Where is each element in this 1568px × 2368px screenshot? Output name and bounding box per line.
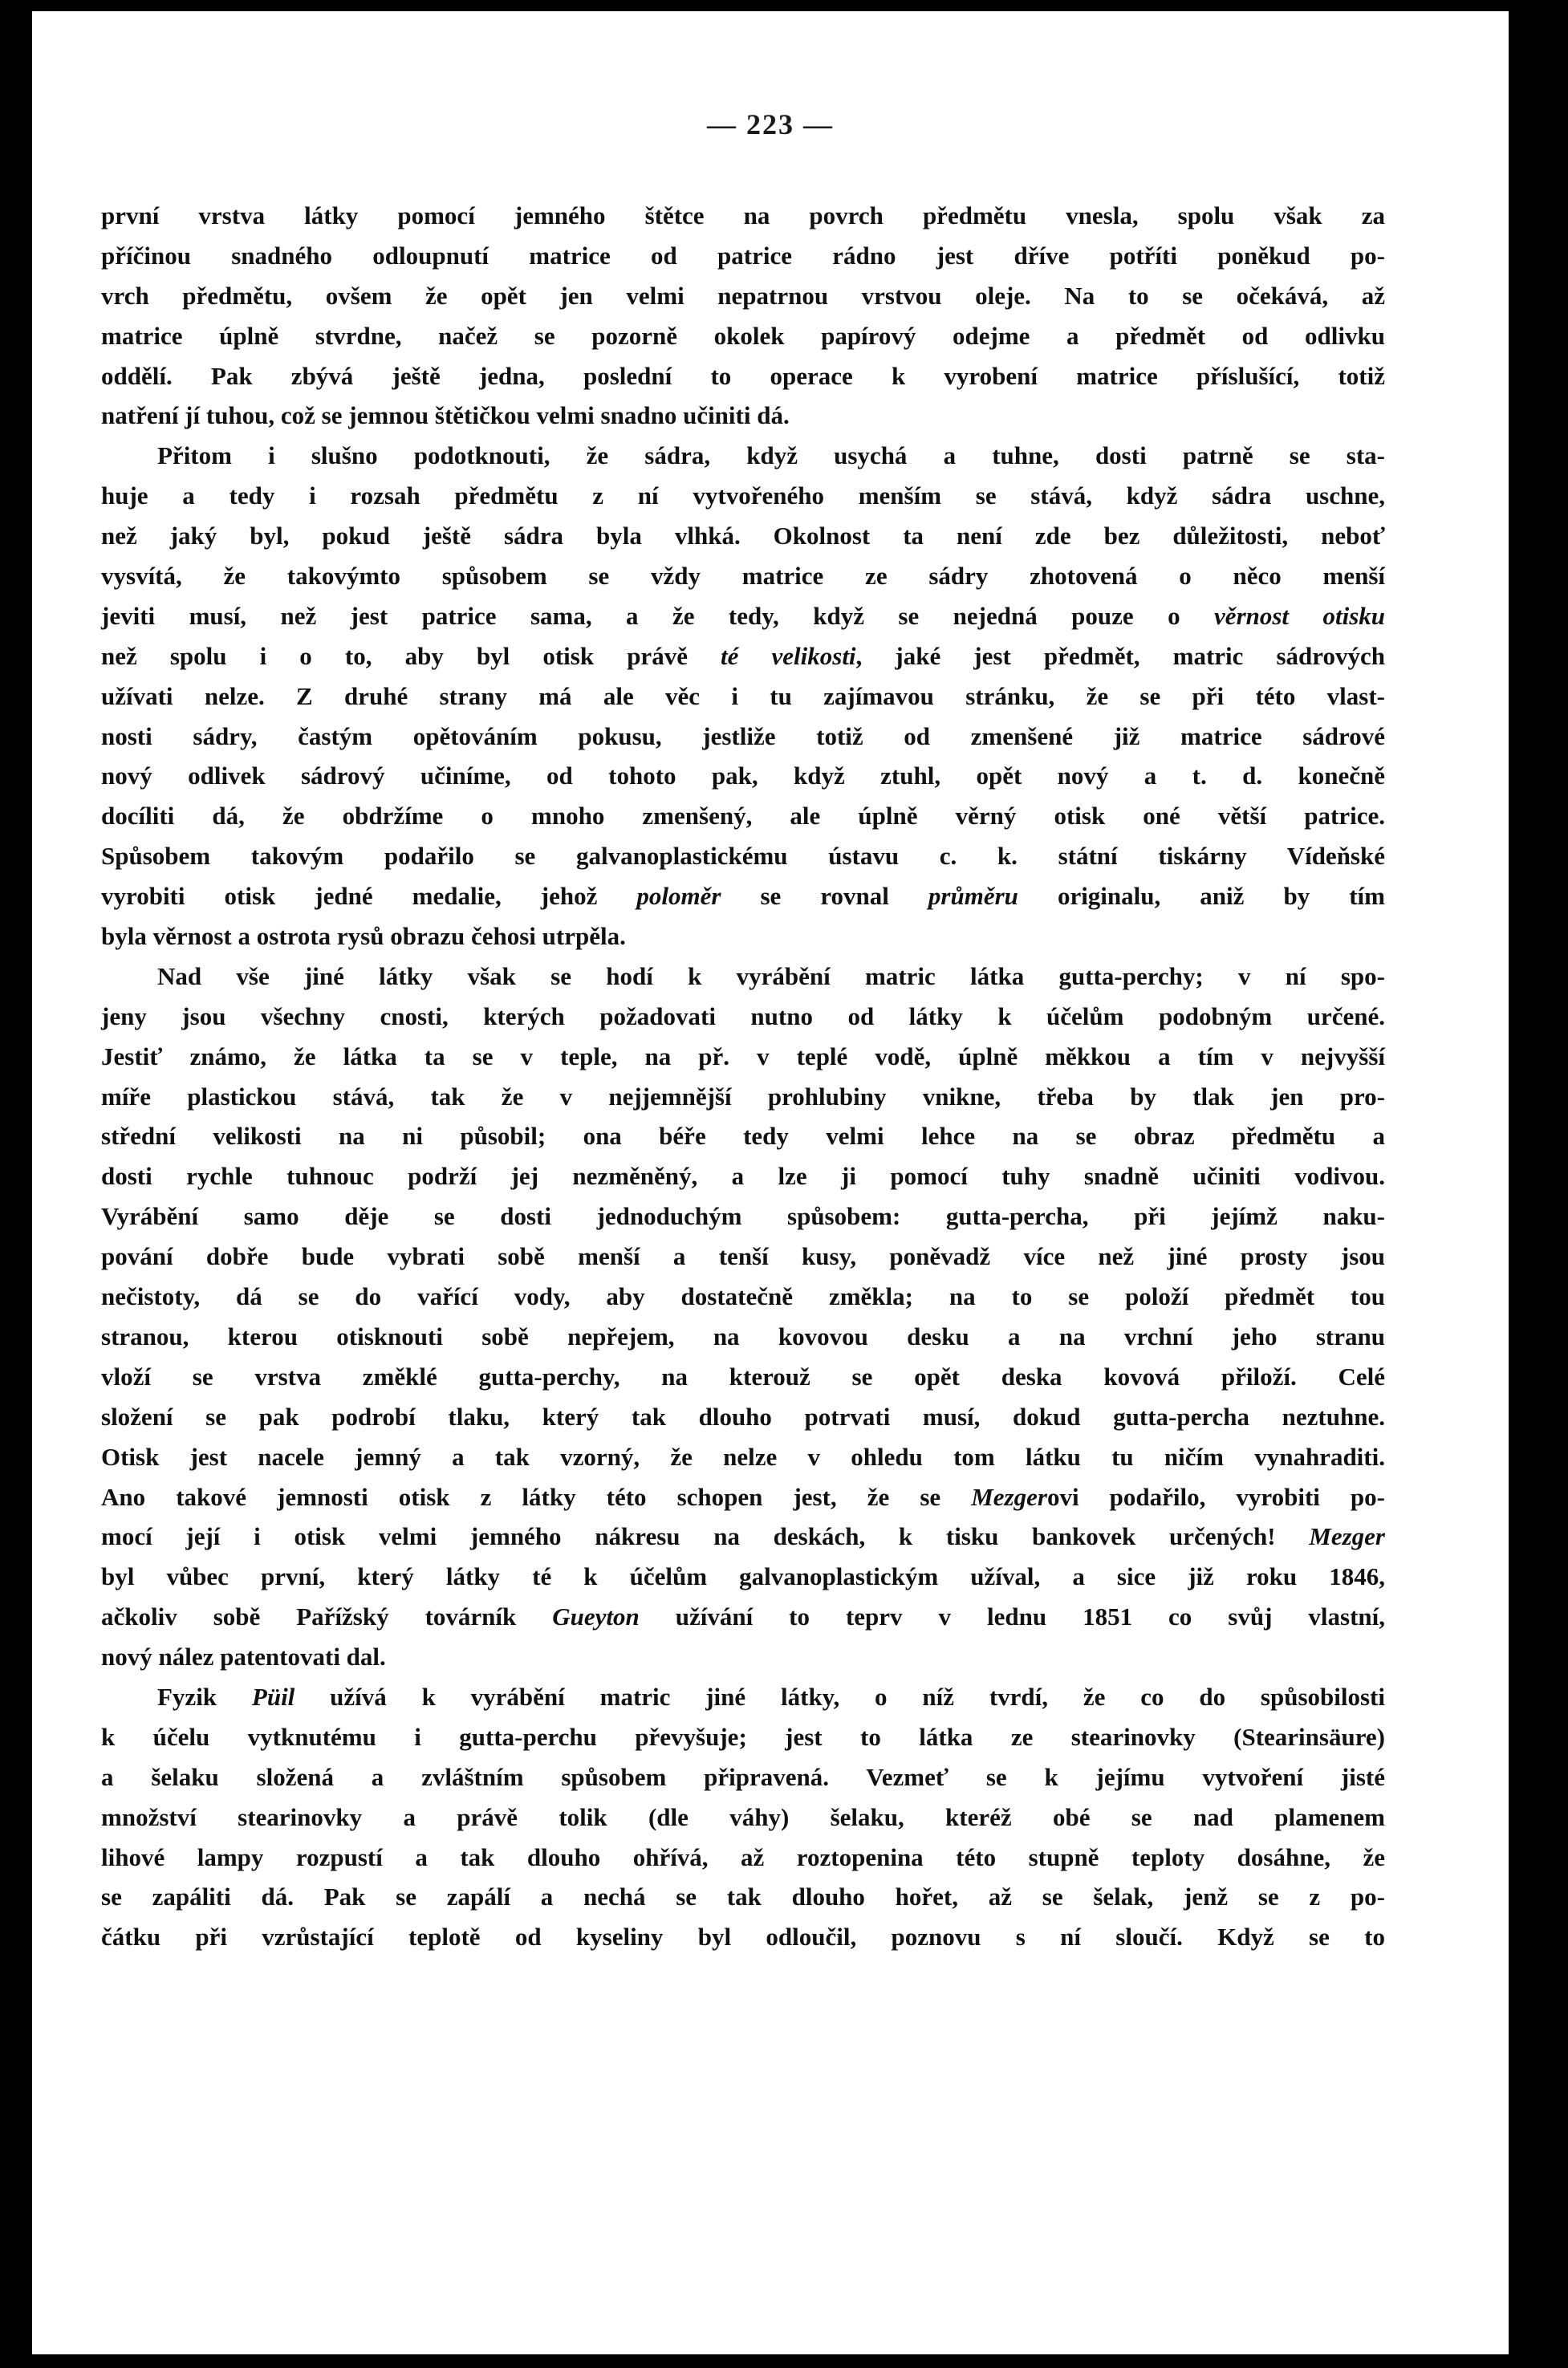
text-line — [101, 676, 1385, 717]
text-segment: k účelu vytknutému i gutta-perchu převyšuje; jest to látka ze stearinovky (Stearinsäure) — [101, 1722, 1385, 1751]
page-number: — 223 — — [707, 108, 834, 140]
text-line — [101, 1196, 1385, 1237]
text-line — [101, 276, 1385, 316]
italic-text: průměru — [928, 882, 1018, 911]
text-segment: jeny jsou všechny cnosti, kterých požadovati nutno od látky k účelům podobným určené. — [101, 1001, 1385, 1030]
text-segment: oddělí. Pak zbývá ještě jedna, poslední to operace k vyrobení matrice příslušící, totiž — [101, 361, 1385, 390]
text-line — [101, 1037, 1385, 1077]
text-line — [101, 196, 1385, 236]
text-segment: a šelaku složená a zvláštním spůsobem připravená. Vezmeť se k jejímu vytvoření jisté — [101, 1762, 1385, 1791]
text-line — [101, 876, 1385, 916]
text-segment: dosti rychle tuhnouc podrží jej nezměněný, a lze ji pomocí tuhy snadně učiniti vodivou. — [101, 1162, 1385, 1191]
text-segment: Vyrábění samo děje se dosti jednoduchým spůsobem: gutta-percha, při jejímž naku- — [101, 1202, 1385, 1231]
text-segment: docíliti dá, že obdržíme o mnoho zmenšený, ale úplně věrný otisk oné větší patrice. — [101, 802, 1385, 831]
text-segment: nečistoty, dá se do vařící vody, aby dostatečně změkla; na to se položí předmět tou — [101, 1282, 1385, 1311]
text-line — [101, 436, 1385, 476]
text-line — [101, 1517, 1385, 1557]
text-segment: stranou, kterou otisknouti sobě nepřejem, na kovovou desku a na vrchní jeho stranu — [101, 1322, 1385, 1351]
text-segment: míře plastickou stává, tak že v nejjemnější prohlubiny vnikne, třeba by tlak jen pro- — [101, 1082, 1385, 1111]
text-line — [101, 1597, 1385, 1637]
text-segment: pování dobře bude vybrati sobě menší a tenší kusy, poněvadž více než jiné prosty jsou — [101, 1242, 1385, 1271]
text-line — [101, 1317, 1385, 1357]
text-segment: Fyzik — [157, 1682, 252, 1711]
text-segment: Ano takové jemnosti otisk z látky této schopen jest, že se — [101, 1482, 972, 1511]
text-segment: Přitom i slušno podotknouti, že sádra, když usychá a tuhne, dosti patrně se sta- — [157, 441, 1385, 470]
text-segment: než jaký byl, pokud ještě sádra byla vlhká. Okolnost ta není zde bez důležitosti, neboť — [101, 522, 1385, 550]
text-segment: se zapáliti dá. Pak se zapálí a nechá se tak dlouho hořet, až se šelak, jenž se z po- — [101, 1883, 1385, 1911]
text-line — [101, 997, 1385, 1037]
text-segment: než spolu i o to, aby byl otisk právě — [101, 641, 721, 670]
text-line — [101, 236, 1385, 276]
italic-text: věrnost otisku — [1214, 601, 1386, 630]
text-line — [101, 916, 1385, 957]
text-line — [101, 1677, 1385, 1717]
text-segment: huje a tedy i rozsah předmětu z ní vytvořeného menším se stává, když sádra uschne, — [101, 481, 1385, 510]
text-segment: Otisk jest nacele jemný a tak vzorný, že nelze v ohledu tom látku tu ničím vynahraditi. — [101, 1442, 1385, 1471]
text-line — [101, 1757, 1385, 1797]
text-line — [101, 1717, 1385, 1757]
text-line — [101, 1156, 1385, 1196]
text-segment: ačkoliv sobě Pařížský továrník — [101, 1602, 553, 1631]
text-segment: vrch předmětu, ovšem že opět jen velmi nepatrnou vrstvou oleje. Na to se očekává, až — [101, 281, 1385, 310]
text-line — [101, 356, 1385, 396]
text-segment: nový odlivek sádrový učiníme, od tohoto pak, když ztuhl, opět nový a t. d. konečně — [101, 762, 1385, 790]
text-segment: čátku při vzrůstající teplotě od kyseliny byl odloučil, poznovu s ní sloučí. Když se to — [101, 1923, 1385, 1952]
text-segment: užívá k vyrábění matric jiné látky, o níž tvrdí, že co do spůsobilosti — [295, 1682, 1385, 1711]
text-line — [101, 1797, 1385, 1838]
text-line — [101, 1397, 1385, 1437]
text-segment: vyrobiti otisk jedné medalie, jehož — [101, 882, 637, 911]
text-line — [101, 516, 1385, 556]
text-segment: Jestiť známo, že látka ta se v teple, na př. v teplé vodě, úplně měkkou a tím v nejvyšší — [101, 1042, 1385, 1070]
text-segment: jeviti musí, než jest patrice sama, a že tedy, když se nejedná pouze o — [101, 601, 1215, 630]
text-line — [101, 396, 1385, 436]
italic-text: té velikosti — [721, 641, 856, 670]
text-line — [101, 636, 1385, 676]
text-segment: matrice úplně stvrdne, načež se pozorně okolek papírový odejme a předmět od odlivku — [101, 321, 1385, 350]
text-line — [101, 316, 1385, 356]
text-line — [101, 1917, 1385, 1957]
text-segment: originalu, aniž by tím — [1018, 882, 1385, 911]
text-line — [101, 1877, 1385, 1917]
text-segment: nosti sádry, častým opětováním pokusu, jestliže totiž od zmenšené již matrice sádrové — [101, 721, 1385, 750]
text-line — [101, 1557, 1385, 1597]
text-segment: užívání to teprv v lednu 1851 co svůj vlastní, — [639, 1602, 1385, 1631]
italic-text: Mezger — [1309, 1522, 1385, 1551]
text-line — [101, 957, 1385, 997]
text-line — [101, 1277, 1385, 1317]
text-line — [101, 717, 1385, 757]
italic-text: Mezger — [971, 1482, 1047, 1511]
text-segment: natření jí tuhou, což se jemnou štětičkou velmi snadno učiniti dá. — [101, 401, 790, 430]
text-segment: množství stearinovky a právě tolik (dle váhy) šelaku, kteréž obé se nad plamenem — [101, 1802, 1385, 1831]
text-line — [101, 756, 1385, 796]
text-line — [101, 1637, 1385, 1677]
text-line — [101, 1237, 1385, 1277]
italic-text: Püil — [251, 1682, 295, 1711]
text-line — [101, 1477, 1385, 1517]
text-segment: nový nález patentovati dal. — [101, 1643, 386, 1671]
text-segment: se rovnal — [721, 882, 928, 911]
text-line — [101, 1357, 1385, 1397]
text-line — [101, 476, 1385, 516]
text-segment: složení se pak podrobí tlaku, který tak dlouho potrvati musí, dokud gutta-percha neztuhne. — [101, 1402, 1385, 1431]
text-segment: střední velikosti na ni působil; ona béře tedy velmi lehce na se obraz předmětu a — [101, 1122, 1385, 1151]
italic-text: poloměr — [636, 882, 721, 911]
text-segment: Spůsobem takovým podařilo se galvanoplastickému ústavu c. k. státní tiskárny Vídeňské — [101, 842, 1385, 871]
text-segment: ovi podařilo, vyrobiti po- — [1046, 1482, 1386, 1511]
text-line — [101, 1437, 1385, 1477]
text-segment: příčinou snadného odloupnutí matrice od patrice rádno jest dříve potříti poněkud po- — [101, 241, 1385, 270]
text-line — [101, 836, 1385, 876]
text-segment: Nad vše jiné látky však se hodí k vyrábění matric látka gutta-perchy; v ní spo- — [157, 961, 1385, 990]
text-line — [101, 1838, 1385, 1878]
text-segment: byl vůbec první, který látky té k účelům galvanoplastickým užíval, a sice již roku 1846, — [101, 1562, 1385, 1591]
text-line — [101, 556, 1385, 596]
text-line — [101, 596, 1385, 636]
text-line — [101, 796, 1385, 836]
text-segment: , jaké jest předmět, matric sádrových — [855, 641, 1385, 670]
text-line — [101, 1077, 1385, 1117]
text-line — [101, 1116, 1385, 1156]
text-segment: mocí její i otisk velmi jemného nákresu na deskách, k tisku bankovek určených! — [101, 1522, 1310, 1551]
text-segment: byla věrnost a ostrota rysů obrazu čehosi utrpěla. — [101, 922, 626, 951]
italic-text: Gueyton — [552, 1602, 640, 1631]
text-segment: vloží se vrstva změklé gutta-perchy, na kterouž se opět deska kovová přiloží. Celé — [101, 1362, 1385, 1391]
text-segment: užívati nelze. Z druhé strany má ale věc i tu zajímavou stránku, že se při této vlast- — [101, 681, 1385, 710]
text-segment: lihové lampy rozpustí a tak dlouho ohřívá, až roztopenina této stupně teploty dosáhne, že — [101, 1842, 1385, 1871]
book-page — [32, 11, 1509, 2354]
body-text — [101, 196, 1385, 1957]
text-segment: vysvítá, že takovýmto spůsobem se vždy matrice ze sádry zhotovená o něco menší — [101, 562, 1385, 591]
text-segment: první vrstva látky pomocí jemného štětce na povrch předmětu vnesla, spolu však za — [101, 201, 1385, 229]
